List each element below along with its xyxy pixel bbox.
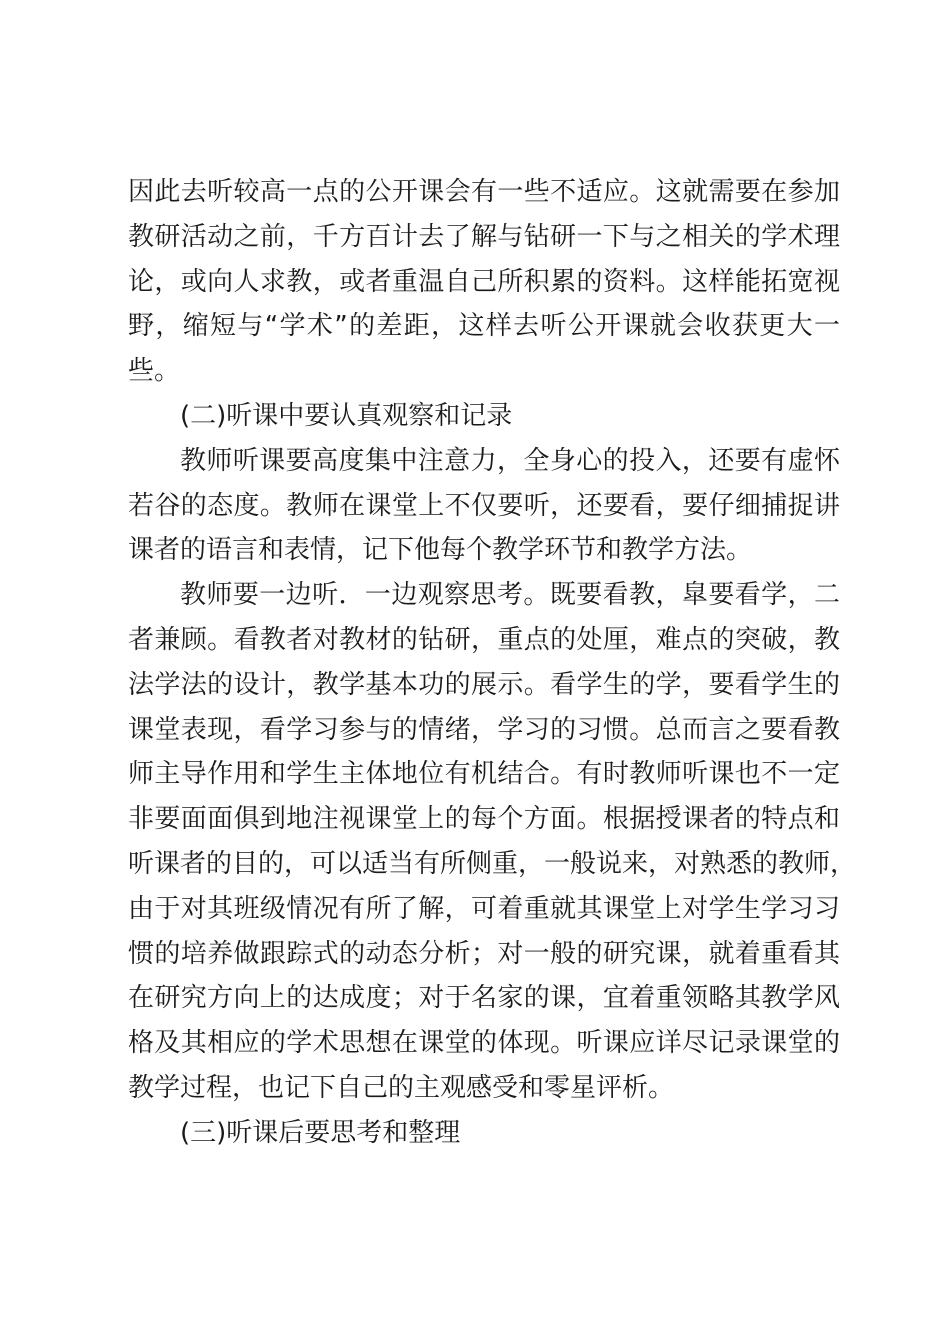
paragraph — [128, 170, 840, 394]
text-line: 教师要一边听．一边观察思考。既要看教，皐要看学，二 — [180, 580, 840, 611]
paragraph — [128, 439, 840, 573]
text-line: 在研究方向上的达成度；对于名家的课，宜着重领略其教学风 — [128, 983, 840, 1014]
text-line: 野，缩短与“学术”的差距，这样去听公开课就会收获更大一 — [128, 311, 840, 342]
text-line: 课堂表现，看学习参与的情绪，学习的习惯。总而言之要看教 — [128, 714, 840, 745]
text-line: 者兼顾。看教者对教材的钻研，重点的处厘，难点的突破，教 — [128, 624, 840, 655]
text-line: 课者的语言和表情，记下他每个教学环节和教学方法。 — [128, 535, 753, 566]
text-line: 些。 — [128, 356, 181, 387]
text-line: 听课者的目的，可以适当有所侧重，一般说来，对熟悉的教师， — [128, 848, 857, 879]
text-line: 因此去听较高一点的公开课会有一些不适应。这就需要在参加 — [128, 177, 840, 207]
document-body — [128, 170, 857, 1156]
text-line: 非要面面俱到地注视课堂上的每个方面。根据授课者的特点和 — [128, 804, 840, 835]
text-line: 惯的培养做跟踪式的动态分析；对一般的研究课，就着重看其 — [128, 938, 840, 969]
text-line: 由于对其班级情况有所了解，可着重就其课堂上对学生学习习 — [128, 893, 840, 924]
section-heading: (二)听课中要认真观察和记录 — [180, 400, 513, 431]
text-line: 教学过程，也记下自己的主观感受和零星评析。 — [128, 1072, 675, 1103]
text-line: 教师听课要高度集中注意力，全身心的投入，还要有虚怀 — [180, 445, 840, 476]
section-heading: (三)听课后要思考和整理 — [180, 1117, 461, 1148]
text-line: 教研活动之前，千方百计去了解与钻研一下与之相关的学术理 — [128, 221, 840, 252]
text-line: 师主导作用和学生主体地位有机结合。有时教师听课也不一定 — [128, 759, 840, 790]
paragraph — [128, 573, 857, 1111]
text-line: 论，或向人求教，或者重温自己所积累的资料。这样能拓宽视 — [128, 266, 840, 297]
text-line: 格及其相应的学术思想在课堂的体现。听课应详尽记录课堂的 — [128, 1028, 840, 1059]
text-line: 若谷的态度。教师在课堂上不仅要听，还要看，要仔细捕捉讲 — [128, 490, 840, 521]
text-line: 法学法的设计，教学基本功的展示。看学生的学，要看学生的 — [128, 669, 840, 700]
